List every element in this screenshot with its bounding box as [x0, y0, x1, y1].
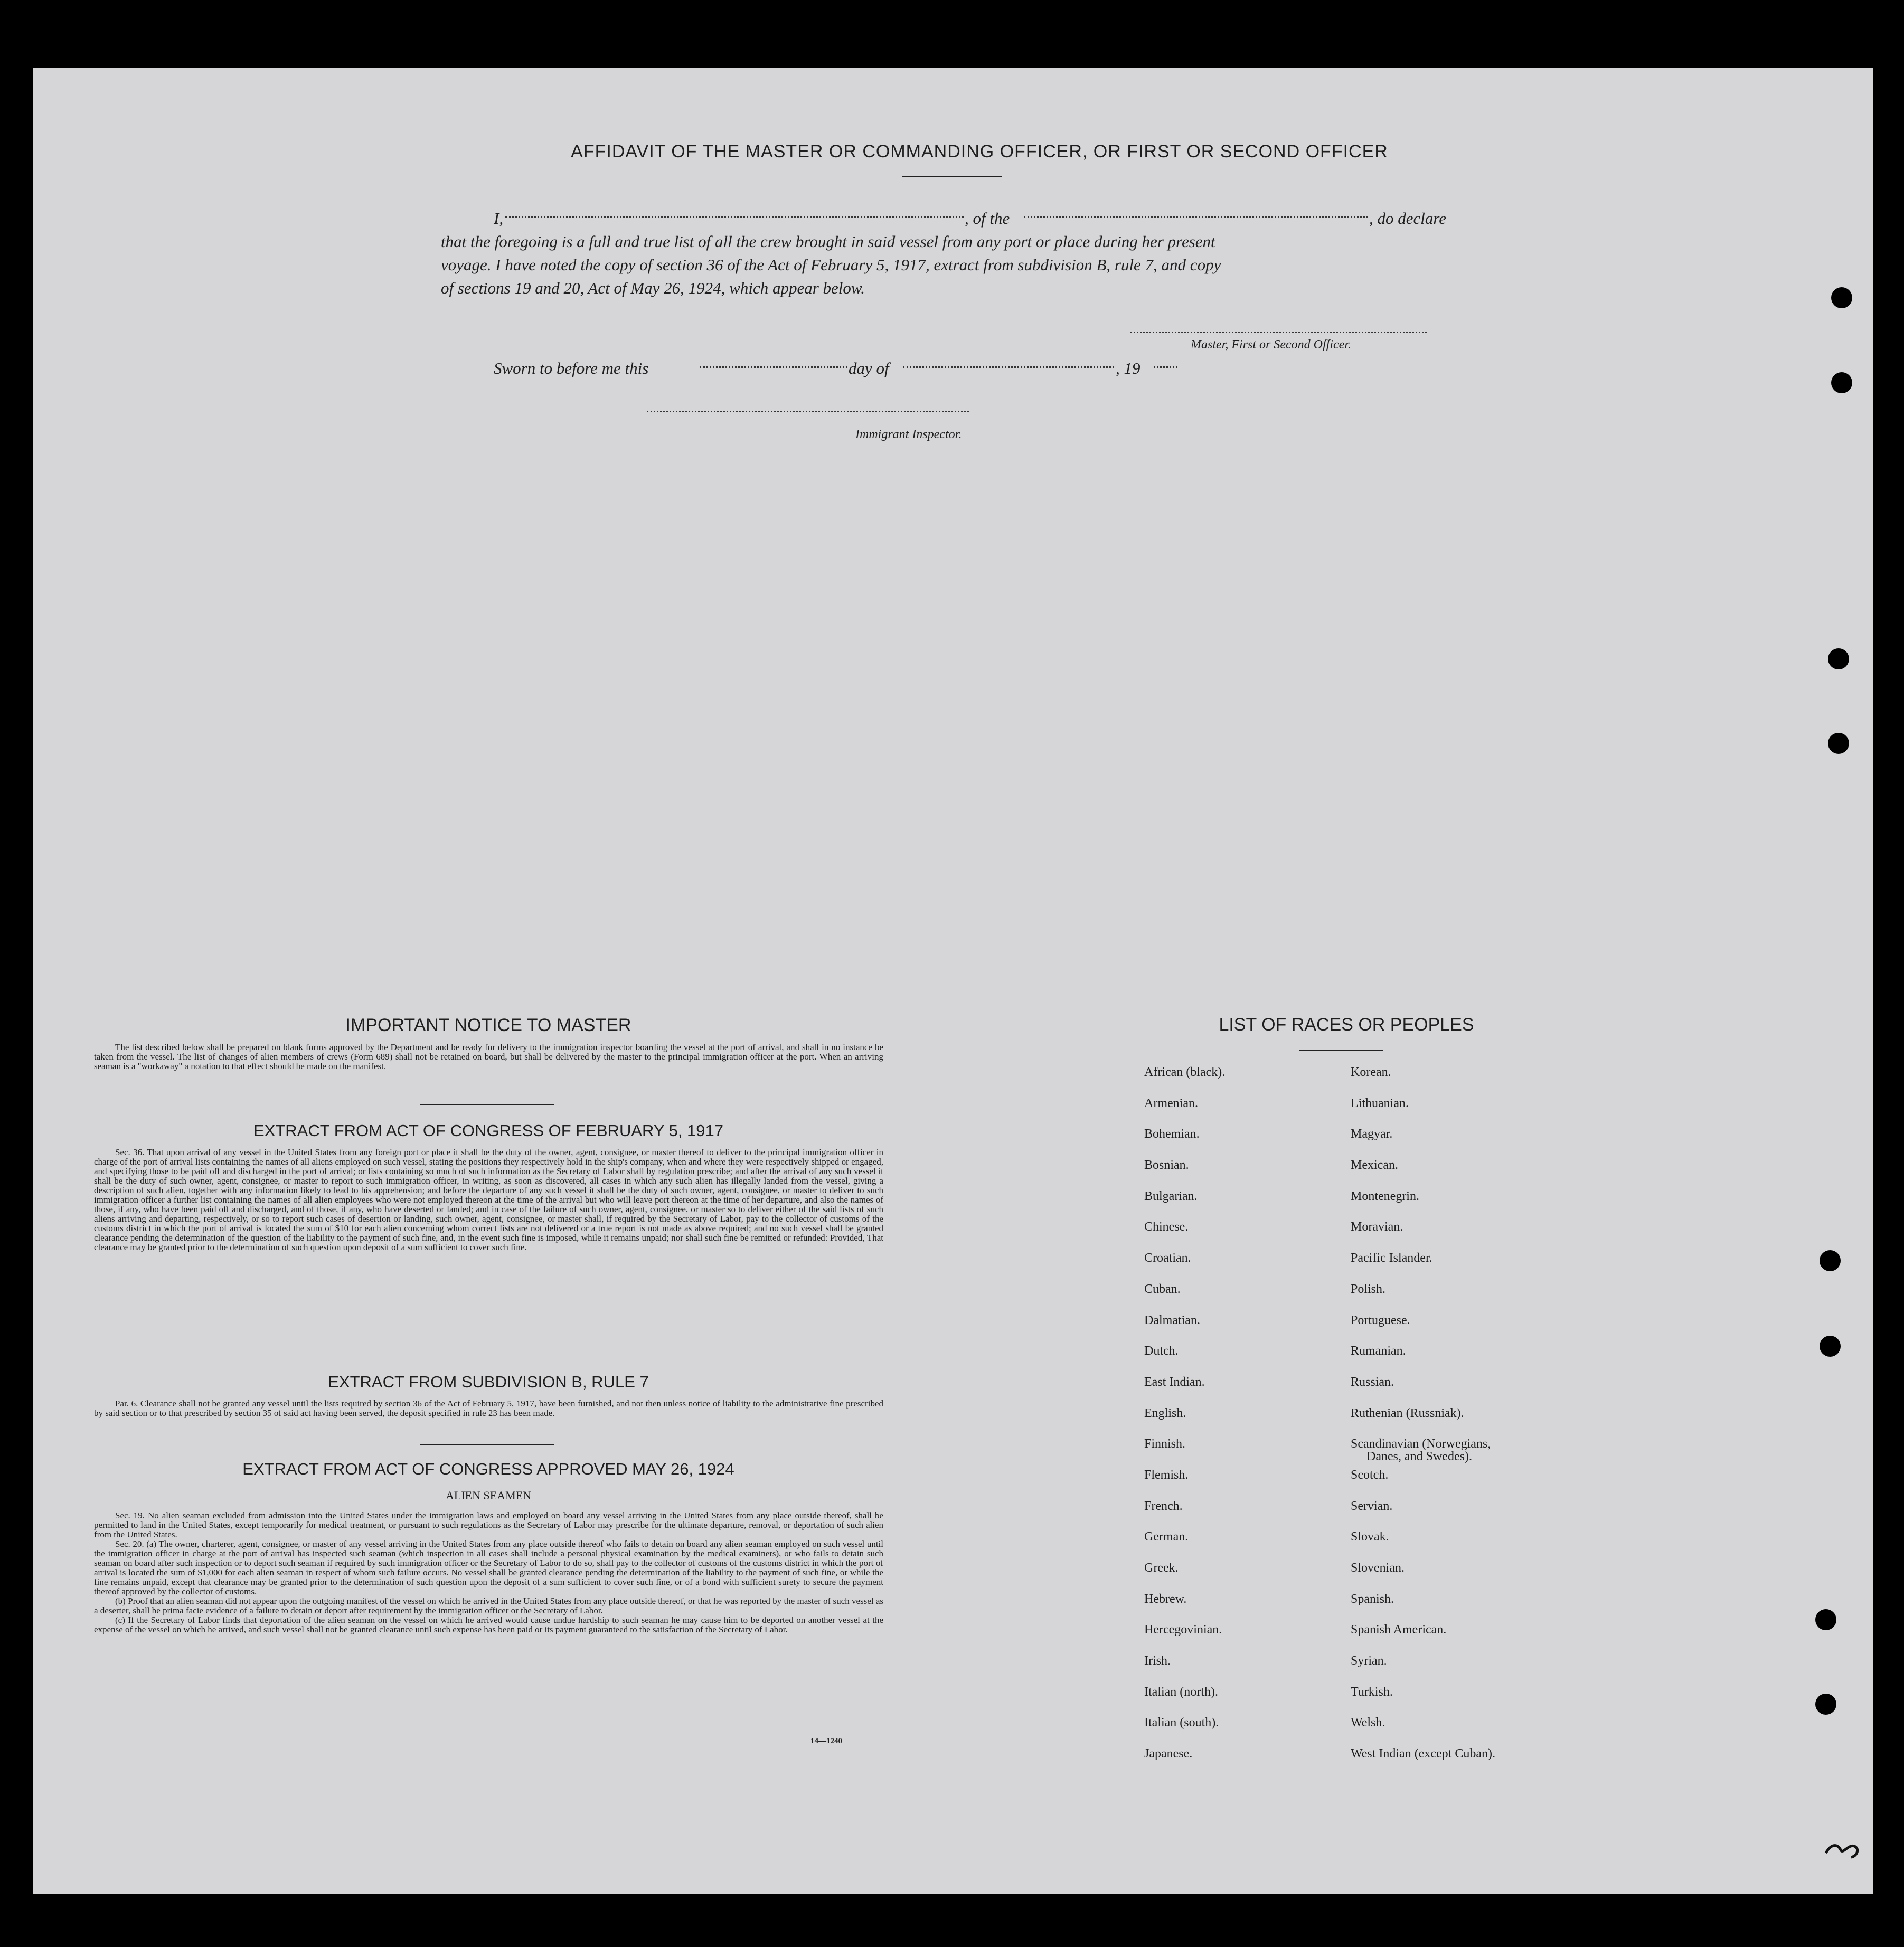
race-item: Armenian.: [1144, 1096, 1198, 1110]
binder-hole: [1815, 1694, 1836, 1715]
races-column-1: [1144, 1065, 1324, 1778]
sworn-line: [494, 357, 1233, 380]
race-item: Spanish.: [1351, 1592, 1394, 1606]
master-signature-field[interactable]: [1130, 332, 1427, 333]
sworn-year-field[interactable]: [1154, 366, 1177, 368]
binder-hole: [1820, 1336, 1841, 1357]
affidavit-line-4: of sections 19 and 20, Act of May 26, 1924, which appear below.: [441, 279, 865, 297]
binder-hole: [1815, 1609, 1836, 1630]
notice-text: The list described below shall be prepared on blank forms approved by the Department and be ready for delivery to the immigration inspector boarding the vessel at the port of arrival, and shall in no instance be taken from the vessel. The list of changes of alien members of crews (Form 689) shall not be retained on board, but shall be delivered by the master to the principal immigration officer at the port. When an arriving seaman is a "workaway" a notation to that effect should be made on the manifest.: [94, 1042, 883, 1071]
race-item: Welsh.: [1351, 1716, 1385, 1730]
race-item: Montenegrin.: [1351, 1189, 1419, 1203]
sec-19-text: Sec. 19. No alien seaman excluded from admission into the United States under the immigration laws and employed on board any vessel arriving in the United States from any place outside thereof, shall be permitted to land in the United States, except temporarily for medical treatment, or pursuant to such regulations as the Secretary of Labor may prescribe for the ultimate departure, removal, or deportation of such alien from the United States.: [94, 1510, 883, 1539]
extract-1924-body: [94, 1511, 883, 1634]
declarant-name-field[interactable]: [505, 216, 964, 218]
sworn-year-label: , 19: [1116, 359, 1140, 377]
race-item: Portuguese.: [1351, 1313, 1410, 1327]
races-title: LIST OF RACES OR PEOPLES: [1219, 1015, 1474, 1035]
affidavit-word-declare: , do declare: [1369, 209, 1447, 228]
affidavit-title: AFFIDAVIT OF THE MASTER OR COMMANDING OFFICER, OR FIRST OR SECOND OFFICER: [571, 141, 1388, 162]
race-item: English.: [1144, 1406, 1186, 1420]
title-divider: [902, 176, 1002, 177]
race-item: French.: [1144, 1499, 1183, 1513]
binder-hole: [1831, 372, 1852, 393]
binder-hole: [1828, 733, 1849, 754]
race-item: Finnish.: [1144, 1437, 1186, 1451]
affidavit-word-of-the: , of the: [965, 209, 1010, 228]
race-item: Polish.: [1351, 1282, 1386, 1296]
race-item: Italian (south).: [1144, 1716, 1219, 1730]
extract-1917-text: Sec. 36. That upon arrival of any vessel in the United States from any foreign port or place it shall be the duty of the owner, agent, consignee, or master thereof to deliver to the principal immigration officer in charge of the port of arrival lists containing the names of all aliens employed on such vessel, stating the positions they respectively hold in the ship's company, when and where they were respectively shipped or engaged, and specifying those to be paid off and discharged in the port of arrival; or lists containing so much of such information as the Secretary of Labor shall by regulation prescribe; and after the arrival of any such vessel it shall be the duty of such owner, agent, consignee, or master to report to such immigration officer, in writing, as soon as discovered, all cases in which any such alien has illegally landed from the vessel, giving a description of such alien, together with any information likely to lead to his apprehension; and before the departure of any such vessel it shall be the duty of such owner, agent, consignee, or master to deliver to such immigration officer a further list containing the names of all alien employees who were not employed thereon at the time of the arrival but who will leave port thereon at the time of her departure, and also the names of those, if any, who have been paid off and discharged, and of those, if any, who have deserted or landed; and in case of the failure of such owner, agent, consignee, or master so to deliver either of the said lists of such aliens arriving and departing, respectively, or so to report such cases of desertion or landing, such owner, agent, consignee, or master shall, if required by the Secretary of Labor, pay to the collector of customs of the customs district in which the port of arrival is located the sum of $10 for each alien concerning whom correct lists are not delivered or a true report is not made as above required; and no such vessel shall be granted clearance pending the determination of the question of the liability to the payment of such fine, and, in the event such fine is imposed, while it remains unpaid; nor shall such fine be remitted or refunded: Provided, That clearance may be granted prior to the determination of such question upon deposit of a sum sufficient to cover such fine.: [94, 1147, 883, 1252]
race-item: Slovenian.: [1351, 1561, 1405, 1575]
race-item: Syrian.: [1351, 1654, 1387, 1668]
form-number: 14—1240: [810, 1737, 842, 1745]
section-divider: [420, 1444, 554, 1445]
affidavit-word-i: I,: [494, 209, 504, 228]
vessel-name-field[interactable]: [1024, 216, 1368, 218]
race-item: Bohemian.: [1144, 1127, 1200, 1141]
race-item: Ruthenian (Russniak).: [1351, 1406, 1464, 1420]
race-item: Mexican.: [1351, 1158, 1398, 1173]
sworn-day-field[interactable]: [700, 366, 847, 368]
race-item: German.: [1144, 1530, 1189, 1544]
extract-rule7-text: Par. 6. Clearance shall not be granted any vessel until the lists required by section 36 of the Act of February 5, 1917, have been furnished, and not then unless notice of liability to the administrative fine prescribed by said section or to that prescribed by section 35 of said act having been served, the deposit specified in rule 23 has been made.: [94, 1398, 883, 1418]
race-item: Korean.: [1351, 1065, 1391, 1079]
binder-hole: [1831, 287, 1852, 308]
race-item: Cuban.: [1144, 1282, 1181, 1296]
affidavit-line-2: that the foregoing is a full and true list of all the crew brought in said vessel from any port or place during her present: [441, 232, 1215, 251]
race-item: Spanish American.: [1351, 1623, 1447, 1637]
binder-hole: [1820, 1250, 1841, 1271]
race-item: Hercegovinian.: [1144, 1623, 1222, 1637]
sworn-month-field[interactable]: [903, 366, 1114, 368]
race-item: Scotch.: [1351, 1468, 1389, 1482]
races-divider: [1299, 1050, 1383, 1051]
extract-1924-title: EXTRACT FROM ACT OF CONGRESS APPROVED MAY 26, 1924: [242, 1460, 734, 1478]
race-item-scandinavian: Scandinavian (Norwegians,: [1351, 1437, 1491, 1451]
race-item-continuation: Danes, and Swedes).: [1366, 1450, 1472, 1464]
handwritten-mark: [1822, 1837, 1864, 1864]
race-item: Hebrew.: [1144, 1592, 1187, 1606]
race-item: Bosnian.: [1144, 1158, 1189, 1173]
race-item: Slovak.: [1351, 1530, 1389, 1544]
race-item: Flemish.: [1144, 1468, 1189, 1482]
race-item: Lithuanian.: [1351, 1096, 1409, 1110]
notice-title: IMPORTANT NOTICE TO MASTER: [345, 1015, 631, 1035]
sec-20c-text: (c) If the Secretary of Labor finds that deportation of the alien seaman on the vessel on which he arrived would cause undue hardship to such seaman he may cause him to be deported on another vessel at the expense of the vessel on which he arrived, and such vessel shall not be granted clearance until such expense has been paid or its payment guaranteed to the satisfaction of the Secretary of Labor.: [94, 1615, 883, 1634]
race-item: Servian.: [1351, 1499, 1393, 1513]
race-item: Bulgarian.: [1144, 1189, 1198, 1203]
race-item: West Indian (except Cuban).: [1351, 1747, 1495, 1761]
extract-1924-subtitle: ALIEN SEAMEN: [446, 1489, 531, 1502]
sec-20a-text: Sec. 20. (a) The owner, charterer, agent, consignee, or master of any vessel arriving in the United States from any place outside thereof who fails to detain on board any alien seaman employed on such vessel until the immigration officer in charge at the port of arrival has inspected such seaman (which inspection in all cases shall include a personal physical examination by the medical examiners), or who fails to detain such seaman on board after such inspection or to deport such seaman if required by such immigration officer or the Secretary of Labor to do so, shall pay to the collector of customs of the customs district in which the port of arrival is located the sum of $1,000 for each alien seaman in respect of whom such failure occurs. No vessel shall be granted clearance pending the determination of the liability to the payment of such fine, or while the fine remains unpaid, except that clearance may be granted prior to the determination of such question upon the deposit of a sum sufficient to cover such fine, or of a bond with sufficient surety to secure the payment thereof approved by the collector of customs.: [94, 1539, 883, 1596]
race-item: Magyar.: [1351, 1127, 1393, 1141]
inspector-signature-field[interactable]: [647, 411, 969, 412]
extract-rule7-title: EXTRACT FROM SUBDIVISION B, RULE 7: [328, 1373, 649, 1391]
race-item: Japanese.: [1144, 1747, 1193, 1761]
inspector-caption: Immigrant Inspector.: [855, 428, 962, 441]
race-item: Russian.: [1351, 1375, 1394, 1389]
extract-1917-title: EXTRACT FROM ACT OF CONGRESS OF FEBRUARY 5, 1917: [253, 1121, 724, 1140]
binder-hole: [1828, 648, 1849, 669]
race-item: Pacific Islander.: [1351, 1251, 1432, 1265]
sec-20b-text: (b) Proof that an alien seaman did not appear upon the outgoing manifest of the vessel on which he arrived in the United States from any place outside thereof, or that he was reported by the master of such vessel as a deserter, shall be prima facie evidence of a failure to detain or deport after requirement by the immigration officer or the Secretary of Labor.: [94, 1596, 883, 1615]
race-item: Dutch.: [1144, 1344, 1179, 1358]
race-item: Rumanian.: [1351, 1344, 1406, 1358]
race-item: Greek.: [1144, 1561, 1179, 1575]
affidavit-line-1: [494, 207, 1465, 230]
sworn-label: Sworn to before me this: [494, 359, 649, 377]
master-signature-caption: Master, First or Second Officer.: [1191, 338, 1351, 352]
race-item: African (black).: [1144, 1065, 1226, 1079]
section-divider: [420, 1104, 554, 1105]
race-item: Italian (north).: [1144, 1685, 1218, 1699]
races-column-2: [1351, 1065, 1572, 1778]
race-item: Moravian.: [1351, 1220, 1403, 1234]
race-item: Croatian.: [1144, 1251, 1191, 1265]
race-item: Dalmatian.: [1144, 1313, 1200, 1327]
race-item: Irish.: [1144, 1654, 1171, 1668]
sworn-day-of-label: day of: [849, 359, 889, 377]
race-item: Chinese.: [1144, 1220, 1189, 1234]
race-item: Turkish.: [1351, 1685, 1393, 1699]
race-item: [1351, 1437, 1572, 1468]
race-item: East Indian.: [1144, 1375, 1205, 1389]
affidavit-line-3: voyage. I have noted the copy of section 36 of the Act of February 5, 1917, extract from subdivision B, rule 7, and copy: [441, 256, 1221, 274]
